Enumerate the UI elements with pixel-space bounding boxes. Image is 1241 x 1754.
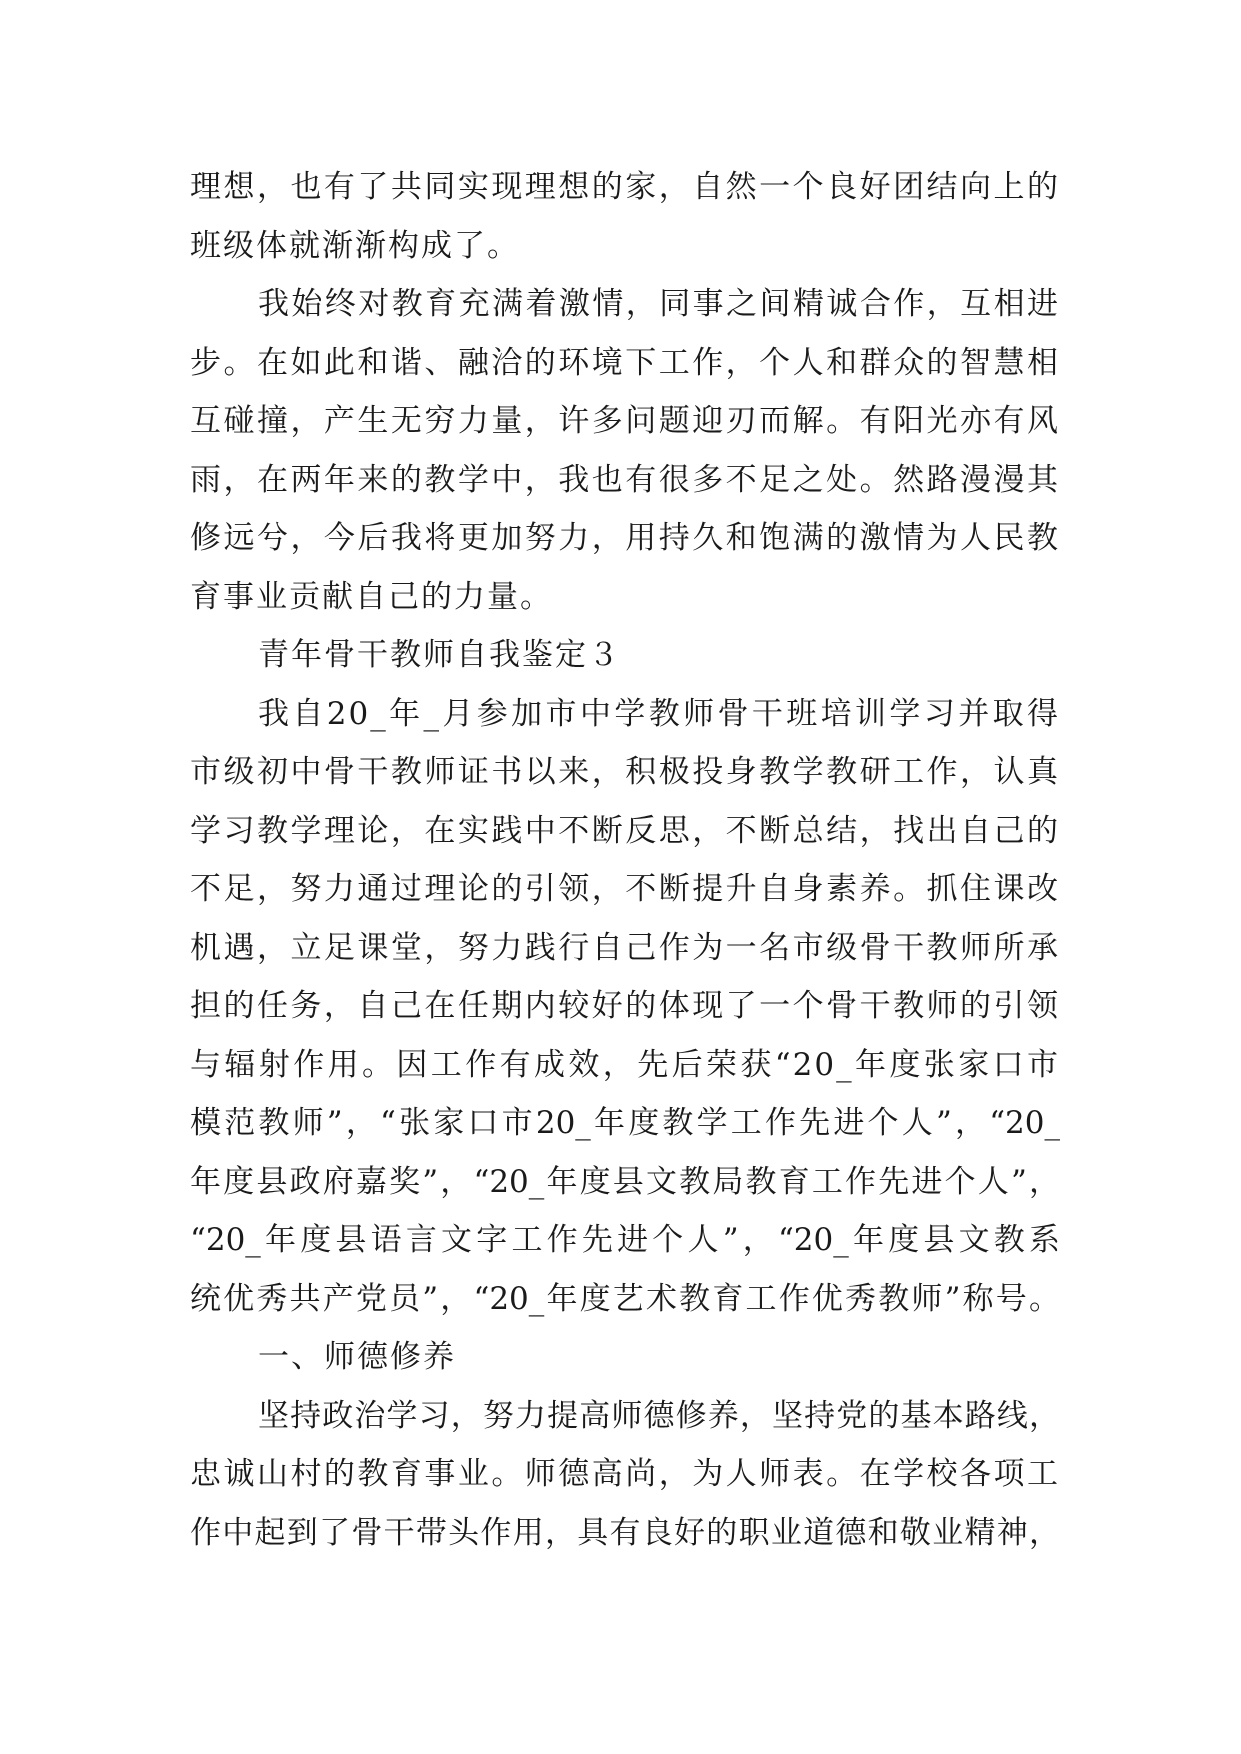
section-heading xyxy=(190,1328,1060,1387)
text-line: 年度县政府嘉奖”，“20_年度县文教局教育工作先进个人”， xyxy=(190,1163,1060,1200)
paragraph xyxy=(190,275,1060,626)
text-line: 担的任务，自己在任期内较好的体现了一个骨干教师的引领 xyxy=(190,988,1060,1024)
text-line: 班级体就渐渐构成了。 xyxy=(190,227,520,264)
text-line: 不足，努力通过理论的引领，不断提升自身素养。抓住课改 xyxy=(190,871,1060,907)
text-line: 与辐射作用。因工作有成效，先后荣获“20_年度张家口市 xyxy=(190,1046,1060,1083)
text-line: 模范教师”，“张家口市20_年度教学工作先进个人”，“20_ xyxy=(190,1105,1060,1141)
text-line: 育事业贡献自己的力量。 xyxy=(190,578,553,615)
text-line: 机遇，立足课堂，努力践行自己作为一名市级骨干教师所承 xyxy=(190,929,1060,966)
text-line: 互碰撞，产生无穷力量，许多问题迎刃而解。有阳光亦有风 xyxy=(190,403,1060,439)
text-line: 统优秀共产党员”，“20_年度艺术教育工作优秀教师”称号。 xyxy=(190,1280,1060,1317)
text-line: 理想，也有了共同实现理想的家，自然一个良好团结向上的 xyxy=(190,169,1060,205)
heading-text: 青年骨干教师自我鉴定３ xyxy=(258,637,621,673)
document-body xyxy=(190,158,1060,1562)
section-heading xyxy=(190,626,1060,685)
text-line: 市级初中骨干教师证书以来，积极投身教学教研工作，认真 xyxy=(190,754,1060,790)
text-line: 我自20_年_月参加市中学教师骨干班培训学习并取得 xyxy=(258,695,1060,732)
text-line: 步。在如此和谐、融洽的环境下工作，个人和群众的智慧相 xyxy=(190,344,1060,381)
text-line: 学习教学理论，在实践中不断反思，不断总结，找出自己的 xyxy=(190,812,1060,849)
text-line: 忠诚山村的教育事业。师德高尚，为人师表。在学校各项工 xyxy=(190,1456,1060,1492)
paragraph xyxy=(190,685,1060,1329)
paragraph xyxy=(190,158,1060,275)
text-line: 坚持政治学习，努力提高师德修养，坚持党的基本路线， xyxy=(258,1397,1060,1434)
text-line: 我始终对教育充满着激情，同事之间精诚合作，互相进 xyxy=(258,286,1060,322)
text-line: 修远兮，今后我将更加努力，用持久和饱满的激情为人民教 xyxy=(190,520,1060,556)
text-line: 雨，在两年来的教学中，我也有很多不足之处。然路漫漫其 xyxy=(190,461,1060,498)
paragraph xyxy=(190,1387,1060,1563)
text-line: “20_年度县语言文字工作先进个人”，“20_年度县文教系 xyxy=(190,1222,1060,1258)
text-line: 作中起到了骨干带头作用，具有良好的职业道德和敬业精神， xyxy=(190,1514,1060,1551)
heading-text: 一、师德修养 xyxy=(258,1339,456,1375)
